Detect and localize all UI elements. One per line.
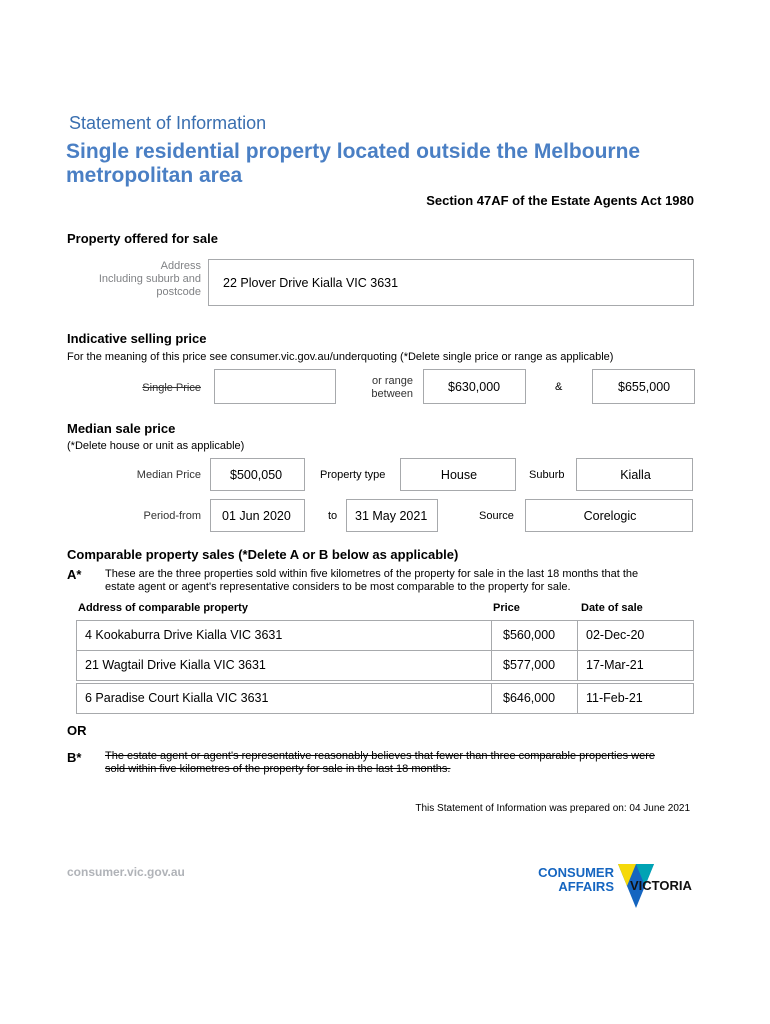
source-value: Corelogic xyxy=(583,509,637,523)
comparable-row[interactable] xyxy=(76,650,694,681)
range-label-line-1: or range xyxy=(372,375,413,387)
option-a-text-line-2: estate agent or agent's representative considers to be most comparable to the property for sale. xyxy=(105,581,571,593)
option-b-marker: B* xyxy=(67,750,82,765)
property-type-label: Property type xyxy=(320,469,386,481)
logo-line-consumer: CONSUMER xyxy=(538,865,614,880)
single-price-field[interactable] xyxy=(214,369,336,404)
comparable-price: $577,000 xyxy=(503,658,556,672)
address-value: 22 Plover Drive Kialla VIC 3631 xyxy=(223,276,399,290)
column-divider xyxy=(577,621,578,650)
period-to-field[interactable] xyxy=(346,499,438,532)
column-divider xyxy=(577,651,578,680)
logo-line-affairs: AFFAIRS xyxy=(558,879,614,894)
column-header-date: Date of sale xyxy=(581,602,643,614)
address-label-line-2: Including suburb and xyxy=(98,273,201,285)
period-from-field[interactable] xyxy=(210,499,305,532)
median-note: (*Delete house or unit as applicable) xyxy=(67,440,245,452)
median-price-field[interactable] xyxy=(210,458,305,491)
single-price-label: Single Price xyxy=(142,382,201,394)
comparable-date: 02-Dec-20 xyxy=(586,628,645,642)
footer-website: consumer.vic.gov.au xyxy=(67,865,185,879)
period-to-value: 31 May 2021 xyxy=(355,509,428,523)
period-from-label: Period-from xyxy=(143,510,201,522)
source-field[interactable] xyxy=(525,499,693,532)
range-high-value: $655,000 xyxy=(618,380,671,394)
option-a-text-line-1: These are the three properties sold within five kilometres of the property for sale in the last 18 months that the xyxy=(105,568,639,580)
suburb-value: Kialla xyxy=(620,468,651,482)
property-type-value: House xyxy=(440,468,478,482)
range-low-field[interactable] xyxy=(423,369,526,404)
indicative-note: For the meaning of this price see consumer.vic.gov.au/underquoting (*Delete single price or range as applicable) xyxy=(67,351,614,363)
comparable-price: $646,000 xyxy=(503,691,556,705)
range-ampersand: & xyxy=(555,381,563,393)
comparable-address: 21 Wagtail Drive Kialla VIC 3631 xyxy=(85,658,266,672)
suburb-field[interactable] xyxy=(576,458,693,491)
prepared-date-statement: This Statement of Information was prepared on: 04 June 2021 xyxy=(415,803,690,814)
comparable-row[interactable] xyxy=(76,620,694,651)
column-divider xyxy=(577,684,578,713)
indicative-heading: Indicative selling price xyxy=(67,331,207,346)
period-to-label: to xyxy=(328,510,338,522)
option-b-text-line-1: The estate agent or agent's representative reasonably believes that fewer than three comparable properties were xyxy=(105,750,655,762)
document-title: Single residential property located outside the Melbourne metropolitan area xyxy=(66,140,641,187)
property-type-field[interactable] xyxy=(400,458,516,491)
comparable-address: 4 Kookaburra Drive Kialla VIC 3631 xyxy=(85,628,283,642)
logo-line-victoria: VICTORIA xyxy=(630,878,692,893)
section-reference: Section 47AF of the Estate Agents Act 1980 xyxy=(426,193,694,208)
option-b-text-line-2: sold within five kilometres of the property for sale in the last 18 months. xyxy=(105,763,451,775)
source-label: Source xyxy=(479,510,514,522)
column-divider xyxy=(491,621,492,650)
period-from-value: 01 Jun 2020 xyxy=(222,509,291,523)
median-heading: Median sale price xyxy=(67,421,176,436)
property-heading: Property offered for sale xyxy=(67,231,218,246)
consumer-affairs-victoria-logo xyxy=(530,862,700,912)
comparable-address: 6 Paradise Court Kialla VIC 3631 xyxy=(85,691,269,705)
or-label: OR xyxy=(67,723,87,738)
address-field[interactable] xyxy=(208,259,694,306)
median-price-value: $500,050 xyxy=(230,468,283,482)
range-high-field[interactable] xyxy=(592,369,695,404)
address-label-line-1: Address xyxy=(160,260,201,272)
comparable-date: 11-Feb-21 xyxy=(586,691,643,705)
median-price-label: Median Price xyxy=(136,469,201,481)
address-label-line-3: postcode xyxy=(156,286,201,298)
column-header-address: Address of comparable property xyxy=(78,602,248,614)
document-kicker: Statement of Information xyxy=(69,113,267,133)
suburb-label: Suburb xyxy=(529,469,565,481)
column-divider xyxy=(491,684,492,713)
comparable-heading: Comparable property sales (*Delete A or B below as applicable) xyxy=(67,547,459,562)
range-label-line-2: between xyxy=(371,388,413,400)
range-low-value: $630,000 xyxy=(448,380,501,394)
comparable-row[interactable] xyxy=(76,683,694,714)
column-header-price: Price xyxy=(493,602,520,614)
column-divider xyxy=(491,651,492,680)
comparable-date: 17-Mar-21 xyxy=(586,658,644,672)
comparable-price: $560,000 xyxy=(503,628,556,642)
option-a-marker: A* xyxy=(67,567,82,582)
